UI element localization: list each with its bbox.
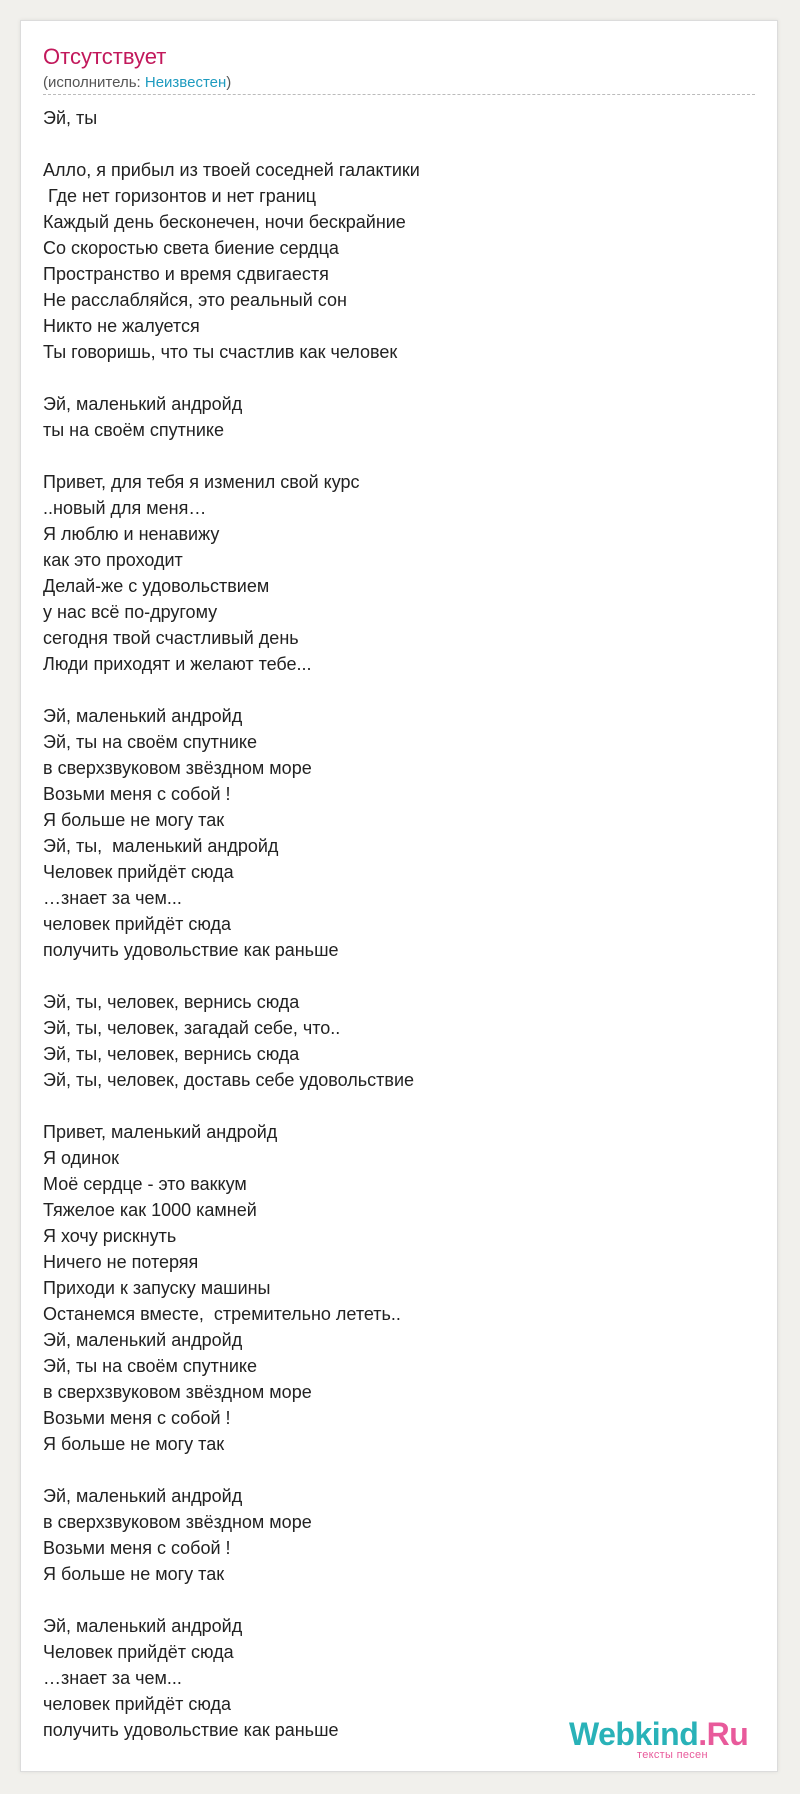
lyric-line: человек прийдёт сюда	[43, 1694, 231, 1714]
lyric-line: Ты говоришь, что ты счастлив как человек	[43, 342, 398, 362]
lyric-line: Эй, ты на своём спутнике	[43, 732, 257, 752]
lyric-line: получить удовольствие как раньше	[43, 940, 339, 960]
lyric-line: Эй, маленький андройд	[43, 394, 243, 414]
lyric-blank-line	[43, 963, 743, 989]
lyric-line: Человек прийдёт сюда	[43, 862, 234, 882]
lyric-line: Эй, ты на своём спутнике	[43, 1356, 257, 1376]
lyric-line: Я люблю и ненавижу	[43, 524, 220, 544]
lyric-line: Где нет горизонтов и нет границ	[43, 186, 317, 206]
lyric-line: ..новый для меня…	[43, 498, 207, 518]
site-logo[interactable]	[569, 1716, 749, 1761]
lyric-line: Эй, ты, человек, вернись сюда	[43, 992, 300, 1012]
lyric-line: в сверхзвуковом звёздном море	[43, 1512, 312, 1532]
lyric-line: Ничего не потеряя	[43, 1252, 199, 1272]
logo-name: Webkind	[569, 1716, 699, 1752]
lyric-line: Эй, ты, человек, доставь себе удовольствие	[43, 1070, 415, 1090]
lyric-line: у нас всё по-другому	[43, 602, 218, 622]
lyric-blank-line	[43, 365, 743, 391]
lyric-line: Моё сердце - это ваккум	[43, 1174, 247, 1194]
lyric-blank-line	[43, 1587, 743, 1613]
lyric-line: Останемся вместе, стремительно лететь..	[43, 1304, 401, 1324]
lyrics-card	[20, 20, 778, 1772]
lyric-line: Эй, ты	[43, 108, 98, 128]
lyric-blank-line	[43, 443, 743, 469]
logo-suffix: .Ru	[698, 1716, 749, 1752]
lyric-line: ты на своём спутнике	[43, 420, 224, 440]
lyric-line: …знает за чем...	[43, 1668, 182, 1688]
lyric-line: Эй, ты, человек, вернись сюда	[43, 1044, 300, 1064]
lyric-blank-line	[43, 1093, 743, 1119]
lyric-line: Я больше не могу так	[43, 1434, 225, 1454]
lyric-line: Возьми меня с собой !	[43, 784, 231, 804]
logo-tagline: тексты песен	[637, 1749, 708, 1761]
lyric-line: Пространство и время сдвигаестя	[43, 264, 329, 284]
lyric-line: как это проходит	[43, 550, 183, 570]
artist-line	[43, 73, 231, 93]
artist-link[interactable]: Неизвестен	[144, 74, 227, 91]
lyric-line: Я хочу рискнуть	[43, 1226, 177, 1246]
lyric-line: Делай-же с удовольствием	[43, 576, 270, 596]
lyric-blank-line	[43, 677, 743, 703]
lyric-line: в сверхзвуковом звёздном море	[43, 758, 312, 778]
logo-wordmark	[569, 1717, 749, 1751]
lyric-line: Привет, для тебя я изменил свой курс	[43, 472, 360, 492]
lyric-line: Тяжелое как 1000 камней	[43, 1200, 257, 1220]
lyric-line: Эй, ты, человек, загадай себе, что..	[43, 1018, 341, 1038]
lyric-line: Я больше не могу так	[43, 810, 225, 830]
lyric-line: Приходи к запуску машины	[43, 1278, 271, 1298]
lyric-line: Люди приходят и желают тебе...	[43, 654, 312, 674]
artist-prefix: (исполнитель:	[43, 74, 145, 91]
lyric-line: Алло, я прибыл из твоей соседней галактики	[43, 160, 420, 180]
lyric-line: сегодня твой счастливый день	[43, 628, 299, 648]
lyric-line: Я больше не могу так	[43, 1564, 225, 1584]
lyric-line: Не расслабляйся, это реальный сон	[43, 290, 347, 310]
lyric-line: Эй, маленький андройд	[43, 1486, 243, 1506]
lyric-line: Никто не жалуется	[43, 316, 200, 336]
lyric-line: Эй, маленький андройд	[43, 706, 243, 726]
lyric-line: Я одинок	[43, 1148, 119, 1168]
lyric-line: Каждый день бесконечен, ночи бескрайние	[43, 212, 406, 232]
lyric-line: Эй, маленький андройд	[43, 1616, 243, 1636]
lyric-line: Возьми меня с собой !	[43, 1408, 231, 1428]
artist-suffix: )	[226, 74, 232, 91]
lyrics-text	[43, 105, 743, 1743]
title-divider	[43, 94, 755, 95]
lyric-line: …знает за чем...	[43, 888, 182, 908]
lyric-line: получить удовольствие как раньше	[43, 1720, 339, 1740]
lyric-blank-line	[43, 131, 743, 157]
lyric-line: Со скоростью света биение сердца	[43, 238, 339, 258]
lyric-line: Возьми меня с собой !	[43, 1538, 231, 1558]
song-title: Отсутствует	[43, 44, 167, 69]
lyric-line: Человек прийдёт сюда	[43, 1642, 234, 1662]
lyric-blank-line	[43, 1457, 743, 1483]
lyric-line: Эй, ты, маленький андройд	[43, 836, 279, 856]
lyric-line: Эй, маленький андройд	[43, 1330, 243, 1350]
lyric-line: человек прийдёт сюда	[43, 914, 231, 934]
lyric-line: в сверхзвуковом звёздном море	[43, 1382, 312, 1402]
lyric-line: Привет, маленький андройд	[43, 1122, 278, 1142]
